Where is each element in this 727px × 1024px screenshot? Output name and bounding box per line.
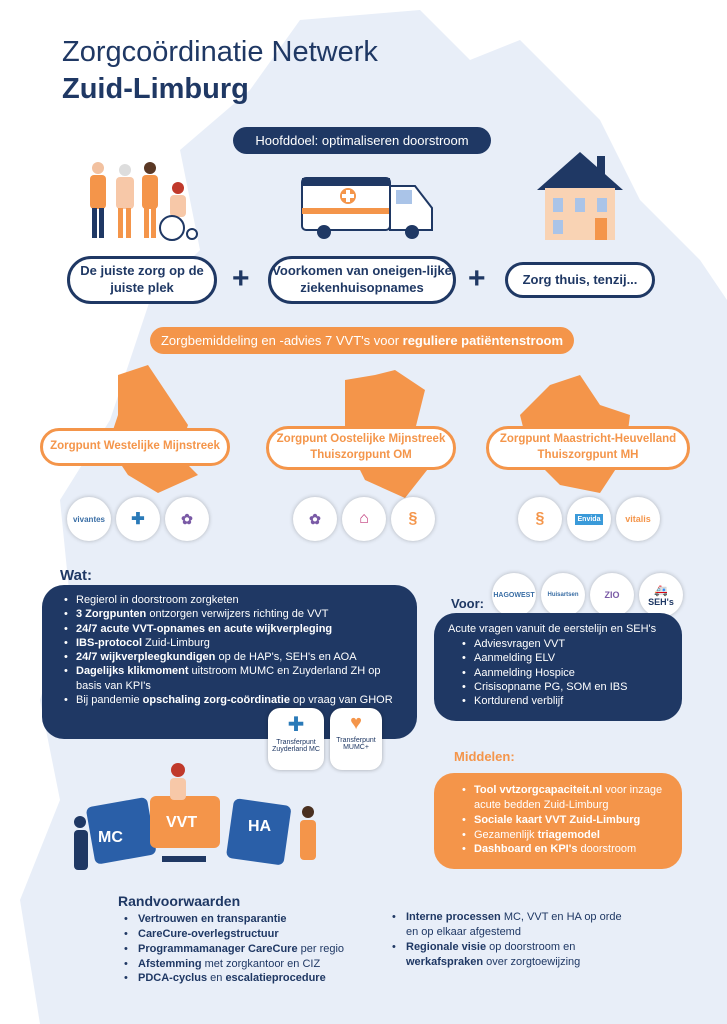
puzzle-piece-ha: HA — [248, 818, 272, 835]
people-illustration — [80, 158, 210, 243]
mediation-banner-bold: reguliere patiëntenstroom — [402, 333, 564, 348]
middelen-item: • Gezamenlijk triagemodel — [462, 828, 670, 843]
randvoorwaarden-right — [392, 910, 627, 969]
middelen-box — [434, 773, 682, 869]
main-goal-pill: Hoofddoel: optimaliseren doorstroom — [233, 127, 491, 154]
wat-item: • Dagelijks klikmoment uitstroom MUMC en Zuyderland ZH op basis van KPI's — [64, 664, 403, 693]
mumc-icon: ♥ — [350, 712, 362, 734]
sevagram-logo: § — [518, 497, 562, 541]
zorgpunt-westelijke-mijnstreek — [40, 428, 230, 466]
middelen-item: • Dashboard en KPI's doorstroom — [462, 842, 670, 857]
envida-logo: Envida — [567, 497, 611, 541]
randvoorwaarde-item: • Vertrouwen en transparantie — [124, 912, 374, 927]
goal-voorkomen-opnames: Voorkomen van oneigen-lijke ziekenhuisopnames — [268, 256, 456, 304]
zorgpunt-sublabel: Thuiszorgpunt OM — [310, 449, 412, 461]
huisartsen-logo: Huisartsen — [541, 573, 585, 617]
zorgpunt-label: Zorgpunt Maastricht-Heuvelland — [499, 433, 677, 446]
voor-item: • Aanmelding Hospice — [462, 666, 670, 680]
wat-item: • 24/7 acute VVT-opnames en acute wijkverpleging — [64, 622, 403, 636]
puzzle-illustration — [70, 760, 330, 878]
zuyderland-icon: ✚ — [287, 714, 305, 736]
page-title-line2: Zuid-Limburg — [62, 73, 249, 105]
voor-item: • Aanmelding ELV — [462, 651, 670, 665]
zorgpunt-label: Zorgpunt Westelijke Mijnstreek — [50, 440, 220, 453]
zuyderland-logo: ✚ — [116, 497, 160, 541]
puzzle-piece-vvt: VVT — [166, 814, 198, 831]
randvoorwaarde-item: • CareCure-overlegstructuur — [124, 927, 374, 942]
randvoorwaarde-item: • Regionale visie op doorstroom en werkafspraken over zorgtoewijzing — [392, 940, 627, 970]
randvoorwaarde-item: • Programmamanager CareCure per regio — [124, 942, 374, 957]
ambulance-icon: 🚑 — [654, 584, 668, 597]
zorgpunt-sublabel: Thuiszorgpunt MH — [537, 449, 639, 461]
voor-item: • Crisisopname PG, SOM en IBS — [462, 680, 670, 694]
ambulance-illustration — [300, 172, 435, 242]
plus-icon: + — [232, 262, 250, 295]
voor-item: • Adviesvragen VVT — [462, 637, 670, 651]
voor-box — [434, 613, 682, 721]
voor-item: • Kortdurend verblijf — [462, 694, 670, 708]
wat-item: • Bij pandemie opschaling zorg-coördinatie op vraag van GHOR — [64, 693, 403, 707]
vitalis-logo: vitalis — [616, 497, 660, 541]
goal-juiste-zorg: De juiste zorg op de juiste plek — [67, 256, 217, 304]
seh-logo: 🚑 SEH's — [639, 573, 683, 617]
middelen-item: • Tool vvtzorgcapaciteit.nl voor inzage acute bedden Zuid-Limburg — [462, 783, 670, 813]
wat-item: • Regierol in doorstroom zorgketen — [64, 593, 403, 607]
wat-item: • 3 Zorgpunten ontzorgen verwijzers richting de VVT — [64, 607, 403, 621]
house-illustration — [533, 148, 628, 243]
wat-item: • 24/7 wijkverpleegkundigen op de HAP's, SEH's en AOA — [64, 650, 403, 664]
vivantes-logo: vivantes — [67, 497, 111, 541]
wat-title: Wat: — [60, 567, 92, 584]
randvoorwaarden-title: Randvoorwaarden — [118, 893, 241, 909]
zorgpunt-oostelijke-mijnstreek — [266, 426, 456, 470]
randvoorwaarden-left — [124, 912, 374, 986]
middelen-item: • Sociale kaart VVT Zuid-Limburg — [462, 813, 670, 828]
randvoorwaarde-item: • PDCA-cyclus en escalatieprocedure — [124, 971, 374, 986]
wat-item: • IBS-protocol Zuid-Limburg — [64, 636, 403, 650]
zorgpunt-label: Zorgpunt Oostelijke Mijnstreek — [276, 433, 446, 446]
middelen-title: Middelen: — [454, 749, 515, 764]
goal-zorg-thuis: Zorg thuis, tenzij... — [505, 262, 655, 298]
hagowest-logo: HAGOWEST — [492, 573, 536, 617]
zio-logo: ZIO — [590, 573, 634, 617]
ppd-logo: ✿ — [293, 497, 337, 541]
transferpunt-zuyderland: ✚ Transferpunt Zuyderland MC — [268, 708, 324, 770]
ppd-logo: ✿ — [165, 497, 209, 541]
puzzle-piece-mc: MC — [98, 829, 123, 846]
mediation-banner-text: Zorgbemiddeling en -advies 7 VVT's voor — [160, 333, 403, 348]
mediation-banner — [150, 327, 574, 354]
randvoorwaarde-item: • Afstemming met zorgkantoor en CIZ — [124, 957, 374, 972]
page-title-line1: Zorgcoördinatie Netwerk — [62, 36, 378, 68]
plus-icon: + — [468, 262, 486, 295]
sevagram-logo: § — [391, 497, 435, 541]
voor-header: Acute vragen vanuit de eerstelijn en SEH's — [448, 623, 657, 635]
transferpunt-mumc: ♥ Transferpunt MUMC+ — [330, 708, 382, 770]
randvoorwaarde-item: • Interne processen MC, VVT en HA op orde en op elkaar afgestemd — [392, 910, 627, 940]
meandergroep-logo: ⌂ — [342, 497, 386, 541]
voor-title: Voor: — [451, 596, 484, 611]
zorgpunt-maastricht-heuvelland — [486, 426, 690, 470]
